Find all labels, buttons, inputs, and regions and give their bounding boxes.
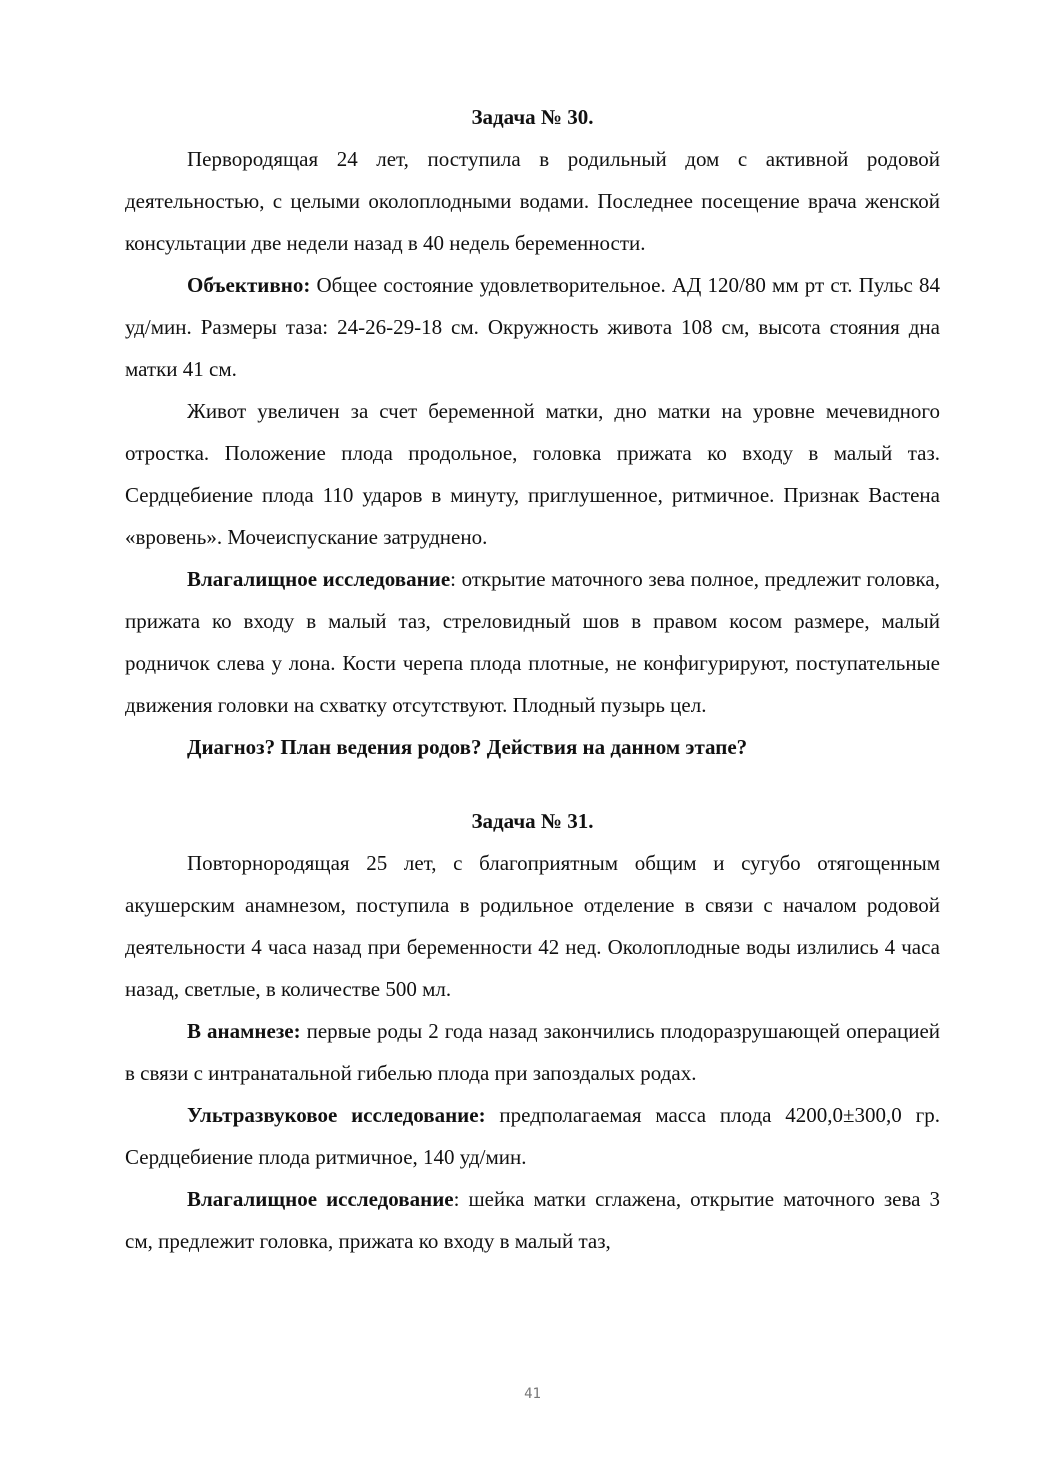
task-31-anamnesis-text: первые роды 2 года назад закончились плодоразрушающей операцией в связи с интранатальной гибелью плода при запоздалых родах.	[125, 1019, 941, 1085]
task-30-objective	[125, 264, 940, 390]
task-31-ultrasound-text: предполагаемая масса плода 4200,0±300,0 гр. Сердцебиение плода ритмичное, 140 уд/мин.	[125, 1103, 940, 1169]
task-31-ultrasound	[125, 1094, 940, 1178]
task-30-title: Задача № 30.	[471, 105, 594, 129]
task-31-vaginal-label: Влагалищное исследование	[187, 1187, 454, 1211]
task-30-objective-label: Объективно:	[187, 273, 311, 297]
task-31-anamnesis	[125, 1010, 940, 1094]
task-31-ultrasound-label: Ультразвуковое исследование:	[187, 1103, 486, 1127]
task-30-objective-text: Общее состояние удовлетворительное. АД 120/80 мм рт ст. Пульс 84 уд/мин. Размеры таза: 24-26-29-18 см. Окружность живота 108 см, высота стояния дна матки 41 см.	[125, 273, 940, 381]
task-30-abdomen: Живот увеличен за счет беременной матки, дно матки на уровне мечевидного отростка. Положение плода продольное, головка прижата ко входу в малый таз. Сердцебиение плода 110 ударов в минуту, приглушенное, ритмичное. Признак Вастена «вровень». Мочеиспускание затруднено.	[125, 399, 940, 549]
task-31-intro: Повторнородящая 25 лет, с благоприятным общим и сугубо отягощенным акушерским анамнезом, поступила в родильное отделение в связи с началом родовой деятельности 4 часа назад при беременности 42 нед. Околоплодные воды излились 4 часа назад, светлые, в количестве 500 мл.	[125, 851, 940, 1001]
task-30-vaginal-text: : открытие маточного зева полное, предлежит головка, прижата ко входу в малый таз, стреловидный шов в правом косом размере, малый родничок слева у лона. Кости черепа плода плотные, не конфигурируют, поступательные движения головки на схватку отсутствуют. Плодный пузырь цел.	[125, 567, 940, 717]
document-page	[125, 96, 940, 1262]
task-31-title: Задача № 31.	[471, 809, 594, 833]
task-30-vaginal-exam	[125, 558, 940, 726]
task-31-vaginal-exam	[125, 1178, 940, 1262]
task-31-vaginal-text: : шейка матки сглажена, открытие маточного зева 3 см, предлежит головка, прижата ко входу в малый таз,	[125, 1187, 940, 1253]
task-30-question: Диагноз? План ведения родов? Действия на данном этапе?	[187, 735, 748, 759]
task-30-vaginal-label: Влагалищное исследование	[187, 567, 451, 591]
page-number: 41	[524, 1386, 541, 1402]
task-30-intro: Первородящая 24 лет, поступила в родильный дом с активной родовой деятельностью, с целыми околоплодными водами. Последнее посещение врача женской консультации две недели назад в 40 недель беременности.	[125, 147, 940, 255]
task-31-anamnesis-label: В анамнезе:	[187, 1019, 301, 1043]
